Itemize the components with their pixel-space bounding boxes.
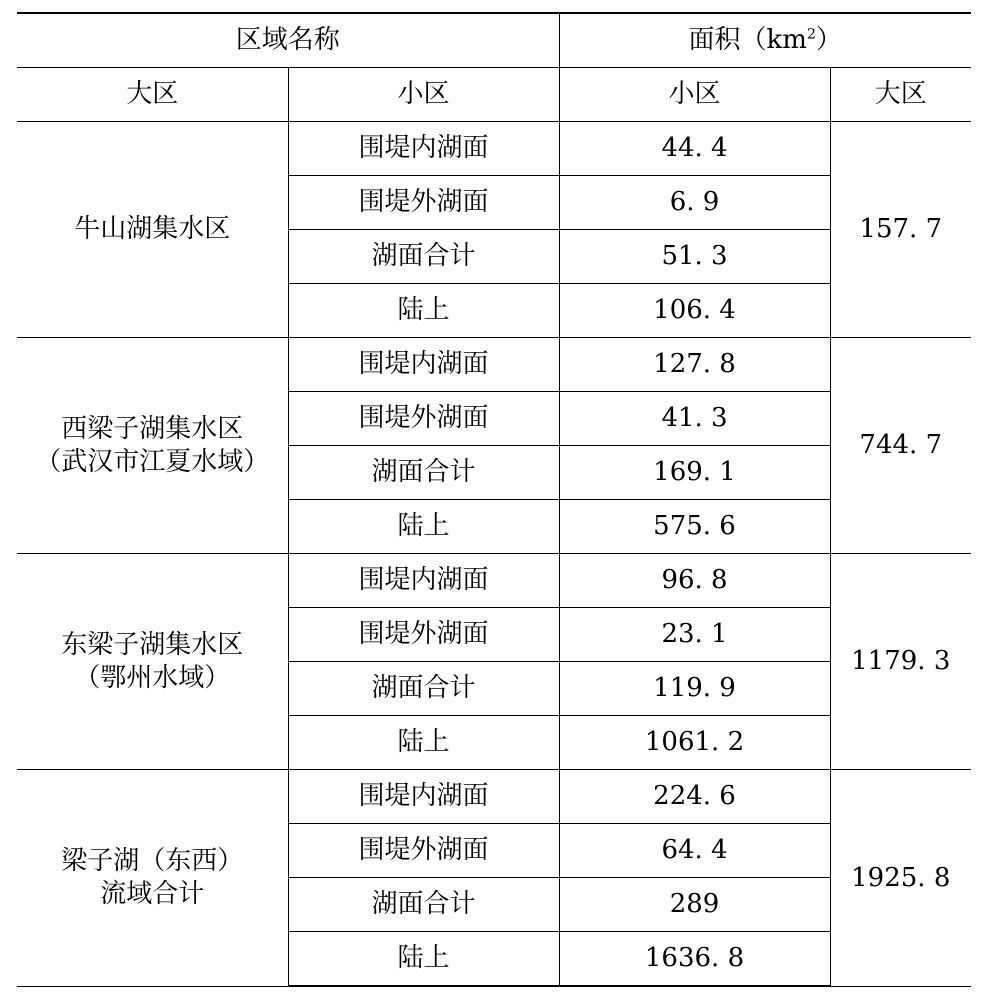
header-small-region: 小区 (288, 68, 559, 122)
sub-region-area-cell: 1636. 8 (559, 932, 830, 987)
sub-region-cell: 围堤外湖面 (288, 392, 559, 446)
sub-region-area-cell: 224. 6 (559, 770, 830, 824)
sub-region-area-cell: 64. 4 (559, 824, 830, 878)
table-row (17, 122, 971, 176)
sub-region-cell: 陆上 (288, 716, 559, 770)
region-name-sub: 流域合计 (100, 878, 205, 909)
sub-region-cell: 围堤内湖面 (288, 338, 559, 392)
header-area-label: 面积（km (688, 25, 807, 56)
header-row-2 (17, 68, 971, 122)
sub-region-area-cell: 119. 9 (559, 662, 830, 716)
region-name-cell (17, 338, 288, 554)
sub-region-cell: 湖面合计 (288, 878, 559, 932)
region-name: 牛山湖集水区 (74, 214, 231, 245)
sub-region-area-cell: 289 (559, 878, 830, 932)
region-name: 东梁子湖集水区 (61, 630, 244, 660)
sub-region-area-cell: 51. 3 (559, 230, 830, 284)
sub-region-area-cell: 6. 9 (559, 176, 830, 230)
sub-region-cell: 围堤外湖面 (288, 824, 559, 878)
region-total-cell: 1179. 3 (830, 554, 971, 770)
sub-region-area-cell: 1061. 2 (559, 716, 830, 770)
region-name-cell (17, 554, 288, 770)
table-row (17, 554, 971, 608)
sub-region-area-cell: 23. 1 (559, 608, 830, 662)
sub-region-cell: 陆上 (288, 500, 559, 554)
header-area-sup: 2 (806, 26, 817, 43)
header-small-region-area: 小区 (559, 68, 830, 122)
sub-region-cell: 陆上 (288, 932, 559, 987)
header-row-1 (17, 13, 971, 68)
sub-region-area-cell: 127. 8 (559, 338, 830, 392)
header-area-close: ） (816, 25, 843, 56)
sub-region-area-cell: 41. 3 (559, 392, 830, 446)
sub-region-cell: 围堤内湖面 (288, 122, 559, 176)
region-total-cell: 1925. 8 (830, 770, 971, 987)
header-big-region-area: 大区 (830, 68, 971, 122)
sub-region-cell: 湖面合计 (288, 662, 559, 716)
region-name-cell (17, 770, 288, 987)
header-region-name: 区域名称 (17, 13, 559, 68)
sub-region-area-cell: 169. 1 (559, 446, 830, 500)
sub-region-cell: 围堤外湖面 (288, 176, 559, 230)
sub-region-cell: 湖面合计 (288, 446, 559, 500)
table-row (17, 770, 971, 824)
sub-region-area-cell: 44. 4 (559, 122, 830, 176)
sub-region-area-cell: 106. 4 (559, 284, 830, 338)
area-table (17, 12, 971, 987)
region-total-cell: 744. 7 (830, 338, 971, 554)
sub-region-area-cell: 575. 6 (559, 500, 830, 554)
region-name-sub: （武汉市江夏水域） (35, 446, 270, 477)
region-name: 梁子湖（东西） (61, 846, 244, 877)
sub-region-cell: 围堤内湖面 (288, 554, 559, 608)
table-row (17, 338, 971, 392)
region-total-cell: 157. 7 (830, 122, 971, 338)
sub-region-cell: 陆上 (288, 284, 559, 338)
region-name-cell (17, 122, 288, 338)
sub-region-cell: 湖面合计 (288, 230, 559, 284)
header-big-region: 大区 (17, 68, 288, 122)
sub-region-area-cell: 96. 8 (559, 554, 830, 608)
table-body (17, 13, 971, 986)
sub-region-cell: 围堤内湖面 (288, 770, 559, 824)
region-name: 西梁子湖集水区 (61, 414, 244, 444)
header-area (559, 13, 971, 68)
sub-region-cell: 围堤外湖面 (288, 608, 559, 662)
region-name-sub: （鄂州水域） (74, 662, 231, 693)
